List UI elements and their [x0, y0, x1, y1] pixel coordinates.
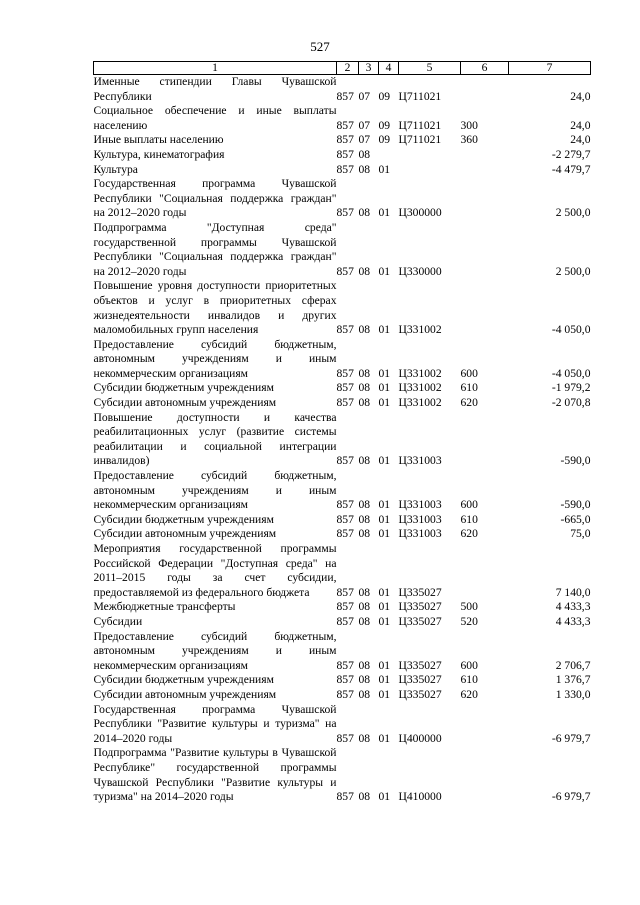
- row-vr: 620: [460, 396, 478, 410]
- row-rz: 08: [358, 585, 371, 599]
- row-rz: 07: [358, 133, 371, 147]
- row-cs: Ц331003: [398, 527, 442, 541]
- row-rz: 08: [358, 527, 371, 541]
- row-cs: Ц331003: [398, 498, 442, 512]
- row-name: Субсидии: [93, 614, 143, 628]
- row-cs: Ц711021: [398, 89, 442, 103]
- table-row: [94, 133, 591, 148]
- row-pr: 01: [378, 731, 391, 745]
- table-row: [94, 104, 591, 133]
- row-vr: 620: [460, 687, 478, 701]
- row-pr: 01: [378, 454, 391, 468]
- row-name: Повышение доступности и качества реабилитационных услуг (развитие системы реабилитации и социальной интеграции инвалидов): [93, 410, 337, 468]
- row-rz: 08: [358, 323, 371, 337]
- row-pr: 01: [378, 585, 391, 599]
- row-vr: 520: [460, 614, 478, 628]
- row-gr: 857: [336, 527, 354, 541]
- row-name: Культура: [93, 162, 138, 176]
- row-vr: [461, 163, 509, 178]
- table-row: [94, 411, 591, 469]
- row-vr: 600: [460, 658, 478, 672]
- row-rz: 08: [358, 687, 371, 701]
- row-cs: Ц410000: [398, 790, 442, 804]
- row-gr: 857: [336, 89, 354, 103]
- row-name: Предоставление субсидий бюджетным, автономным учреждениям и иным некоммерческим организациям: [93, 337, 337, 380]
- table-row: [94, 703, 591, 747]
- row-sum: -4 050,0: [551, 323, 591, 337]
- row-rz: 08: [358, 381, 371, 395]
- row-gr: 857: [336, 512, 354, 526]
- row-vr: 610: [460, 381, 478, 395]
- row-vr: [461, 542, 509, 600]
- row-gr: 857: [336, 614, 354, 628]
- table-row: [94, 148, 591, 163]
- row-rz: 08: [358, 498, 371, 512]
- row-gr: 857: [336, 381, 354, 395]
- row-vr: 620: [460, 527, 478, 541]
- row-pr: 01: [378, 658, 391, 672]
- row-vr: [461, 148, 509, 163]
- row-name: Социальное обеспечение и иные выплаты населению: [93, 104, 337, 132]
- row-vr: [461, 279, 509, 337]
- row-name: Субсидии бюджетным учреждениям: [93, 673, 274, 687]
- row-gr: 857: [336, 658, 354, 672]
- row-pr: 01: [378, 366, 391, 380]
- row-sum: 2 500,0: [555, 206, 591, 220]
- page-number: 527: [310, 39, 330, 54]
- row-name: Именные стипендии Главы Чувашской Республики: [93, 75, 337, 103]
- table-row: [94, 542, 591, 600]
- row-cs: [399, 163, 461, 178]
- row-gr: 857: [336, 366, 354, 380]
- row-pr: 09: [378, 118, 391, 132]
- row-vr: 610: [460, 512, 478, 526]
- column-header: 7: [509, 62, 591, 75]
- row-rz: 08: [358, 366, 371, 380]
- row-pr: 01: [378, 673, 391, 687]
- row-gr: 857: [336, 673, 354, 687]
- row-cs: Ц300000: [398, 206, 442, 220]
- row-pr: 01: [378, 512, 391, 526]
- row-vr: [461, 177, 509, 221]
- row-vr: 500: [460, 600, 478, 614]
- row-rz: 08: [358, 600, 371, 614]
- row-sum: 24,0: [570, 89, 591, 103]
- row-gr: 857: [336, 687, 354, 701]
- row-rz: 08: [358, 512, 371, 526]
- row-gr: 857: [336, 790, 354, 804]
- row-rz: 07: [358, 89, 371, 103]
- row-sum: 7 140,0: [555, 585, 591, 599]
- row-cs: Ц331002: [398, 323, 442, 337]
- row-name: Субсидии автономным учреждениям: [93, 687, 277, 701]
- row-pr: 01: [378, 206, 391, 220]
- row-pr: 01: [378, 790, 391, 804]
- table-row: [94, 381, 591, 396]
- table-row: [94, 615, 591, 630]
- row-name: Государственная программа Чувашской Республики "Развитие культуры и туризма" на 2014–2020 годы: [93, 702, 337, 745]
- table-row: [94, 163, 591, 178]
- row-sum: -2 070,8: [551, 396, 591, 410]
- table-row: [94, 673, 591, 688]
- row-rz: 08: [358, 658, 371, 672]
- table-row: [94, 221, 591, 279]
- row-rz: 08: [358, 206, 371, 220]
- row-rz: 08: [358, 614, 371, 628]
- row-vr: [461, 75, 509, 105]
- row-sum: 2 706,7: [555, 658, 591, 672]
- row-pr: 01: [378, 264, 391, 278]
- row-vr: 600: [460, 498, 478, 512]
- row-sum: -6 979,7: [551, 790, 591, 804]
- row-gr: 857: [336, 585, 354, 599]
- row-rz: 08: [358, 396, 371, 410]
- row-pr: 01: [378, 498, 391, 512]
- row-vr: 300: [460, 118, 478, 132]
- row-vr: [461, 221, 509, 279]
- row-sum: 4 433,3: [555, 600, 591, 614]
- row-gr: 857: [336, 118, 354, 132]
- row-rz: 08: [358, 673, 371, 687]
- row-name: Субсидии автономным учреждениям: [93, 396, 277, 410]
- row-sum: 1 376,7: [555, 673, 591, 687]
- row-cs: Ц335027: [398, 614, 442, 628]
- column-header: 4: [379, 62, 399, 75]
- row-pr: 01: [378, 614, 391, 628]
- row-gr: 857: [336, 498, 354, 512]
- row-pr: 01: [378, 162, 391, 176]
- row-cs: Ц335027: [398, 658, 442, 672]
- row-name: Мероприятия государственной программы Российской Федерации "Доступная среда" на 2011–2015 годы за счет субсидии, предоставляемой из федерального бюджета: [93, 542, 337, 599]
- table-row: [94, 469, 591, 513]
- row-sum: -6 979,7: [551, 731, 591, 745]
- row-name: Субсидии автономным учреждениям: [93, 527, 277, 541]
- row-sum: 24,0: [570, 118, 591, 132]
- row-rz: 08: [358, 454, 371, 468]
- column-header: 1: [94, 62, 337, 75]
- row-sum: -4 050,0: [551, 366, 591, 380]
- row-sum: -590,0: [560, 454, 591, 468]
- row-cs: Ц331002: [398, 366, 442, 380]
- row-name: Предоставление субсидий бюджетным, автономным учреждениям и иным некоммерческим организациям: [93, 469, 337, 512]
- row-gr: 857: [336, 147, 354, 161]
- table-row: [94, 396, 591, 411]
- row-vr: 600: [460, 366, 478, 380]
- row-cs: Ц711021: [398, 133, 442, 147]
- row-sum: 4 433,3: [555, 614, 591, 628]
- row-rz: 08: [358, 147, 371, 161]
- row-name: Субсидии бюджетным учреждениям: [93, 512, 274, 526]
- row-vr: [461, 746, 509, 804]
- row-vr: [461, 411, 509, 469]
- row-pr: 01: [378, 600, 391, 614]
- row-pr: 01: [378, 323, 391, 337]
- row-gr: 857: [336, 396, 354, 410]
- row-vr: 360: [460, 133, 478, 147]
- row-cs: Ц331002: [398, 381, 442, 395]
- table-row: [94, 688, 591, 703]
- row-cs: Ц711021: [398, 118, 442, 132]
- row-name: Субсидии бюджетным учреждениям: [93, 381, 274, 395]
- row-sum: -2 279,7: [551, 147, 591, 161]
- row-sum: 2 500,0: [555, 264, 591, 278]
- row-cs: Ц331003: [398, 454, 442, 468]
- row-sum: -1 979,2: [551, 381, 591, 395]
- row-cs: Ц331002: [398, 396, 442, 410]
- row-gr: 857: [336, 206, 354, 220]
- row-name: Подпрограмма "Развитие культуры в Чувашской Республике" государственной программы Чувашской Республики "Развитие культуры и туризма" на 2014–2020 годы: [93, 746, 337, 804]
- row-name: Повышение уровня доступности приоритетных объектов и услуг в приоритетных сферах жизнедеятельности инвалидов и других маломобильных групп населения: [93, 279, 337, 337]
- row-pr: 01: [378, 687, 391, 701]
- row-pr: 01: [378, 527, 391, 541]
- row-vr: [461, 703, 509, 747]
- row-name: Подпрограмма "Доступная среда" государственной программы Чувашской Республики "Социальная поддержка граждан" на 2012–2020 годы: [93, 220, 337, 278]
- header-row: [94, 62, 591, 75]
- row-gr: 857: [336, 162, 354, 176]
- table-row: [94, 630, 591, 674]
- table-row: [94, 527, 591, 542]
- row-gr: 857: [336, 600, 354, 614]
- row-name: Межбюджетные трансферты: [93, 600, 236, 614]
- column-header: 3: [359, 62, 379, 75]
- row-sum: -590,0: [560, 498, 591, 512]
- row-gr: 857: [336, 264, 354, 278]
- row-cs: Ц335027: [398, 585, 442, 599]
- row-name: Предоставление субсидий бюджетным, автономным учреждениям и иным некоммерческим организациям: [93, 629, 337, 672]
- row-rz: 08: [358, 790, 371, 804]
- row-pr: 01: [378, 396, 391, 410]
- table-row: [94, 177, 591, 221]
- row-gr: 857: [336, 731, 354, 745]
- row-cs: Ц331003: [398, 512, 442, 526]
- column-header: 2: [337, 62, 359, 75]
- row-sum: 1 330,0: [555, 687, 591, 701]
- row-gr: 857: [336, 454, 354, 468]
- row-cs: Ц400000: [398, 731, 442, 745]
- budget-table: [93, 61, 591, 805]
- column-header: 5: [399, 62, 461, 75]
- row-gr: 857: [336, 323, 354, 337]
- row-sum: -665,0: [560, 512, 591, 526]
- table-row: [94, 513, 591, 528]
- row-name: Культура, кинематография: [93, 147, 225, 161]
- column-header: 6: [461, 62, 509, 75]
- row-cs: Ц330000: [398, 264, 442, 278]
- row-sum: 75,0: [570, 527, 591, 541]
- row-rz: 08: [358, 162, 371, 176]
- table-row: [94, 279, 591, 337]
- row-vr: 610: [460, 673, 478, 687]
- row-name: Государственная программа Чувашской Республики "Социальная поддержка граждан" на 2012–2020 годы: [93, 177, 337, 220]
- row-sum: 24,0: [570, 133, 591, 147]
- row-pr: 09: [378, 89, 391, 103]
- row-cs: Ц335027: [398, 600, 442, 614]
- table-row: [94, 338, 591, 382]
- table-row: [94, 746, 591, 804]
- row-cs: [399, 148, 461, 163]
- row-pr: 01: [378, 381, 391, 395]
- row-rz: 08: [358, 264, 371, 278]
- row-name: Иные выплаты населению: [93, 133, 224, 147]
- row-gr: 857: [336, 133, 354, 147]
- row-cs: Ц335027: [398, 673, 442, 687]
- table-row: [94, 75, 591, 105]
- row-rz: 08: [358, 731, 371, 745]
- row-cs: Ц335027: [398, 687, 442, 701]
- row-rz: 07: [358, 118, 371, 132]
- row-pr: [379, 148, 399, 163]
- row-sum: -4 479,7: [551, 162, 591, 176]
- row-pr: 09: [378, 133, 391, 147]
- table-row: [94, 600, 591, 615]
